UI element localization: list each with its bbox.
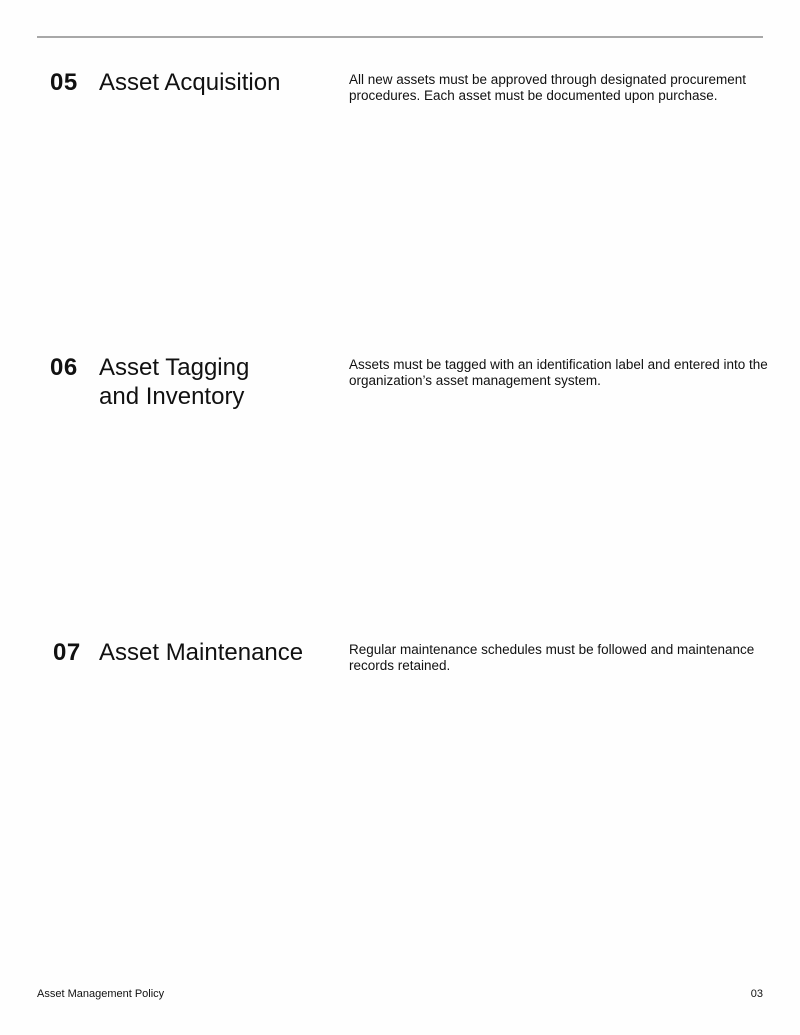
section-title-line: Asset Tagging [99,354,250,381]
section-body: Assets must be tagged with an identification label and entered into the organization’s asset management system. [349,357,768,388]
header-divider [37,36,763,38]
section-number: 07 [53,639,81,666]
section-body: All new assets must be approved through designated procurement procedures. Each asset must be documented upon purchase. [349,72,746,103]
section-body: Regular maintenance schedules must be followed and maintenance records retained. [349,642,755,673]
section-title-line: and Inventory [99,383,245,410]
section-title [99,638,339,667]
section-title-line: Asset Maintenance [99,639,304,666]
section-title [99,353,329,411]
section-title-line: Asset Acquisition [99,69,281,96]
footer-document-title: Asset Management Policy [37,988,165,1000]
section-title [99,68,329,97]
footer-page-number: 03 [750,988,763,1000]
section-number: 06 [50,354,78,381]
section-number: 05 [50,69,78,96]
